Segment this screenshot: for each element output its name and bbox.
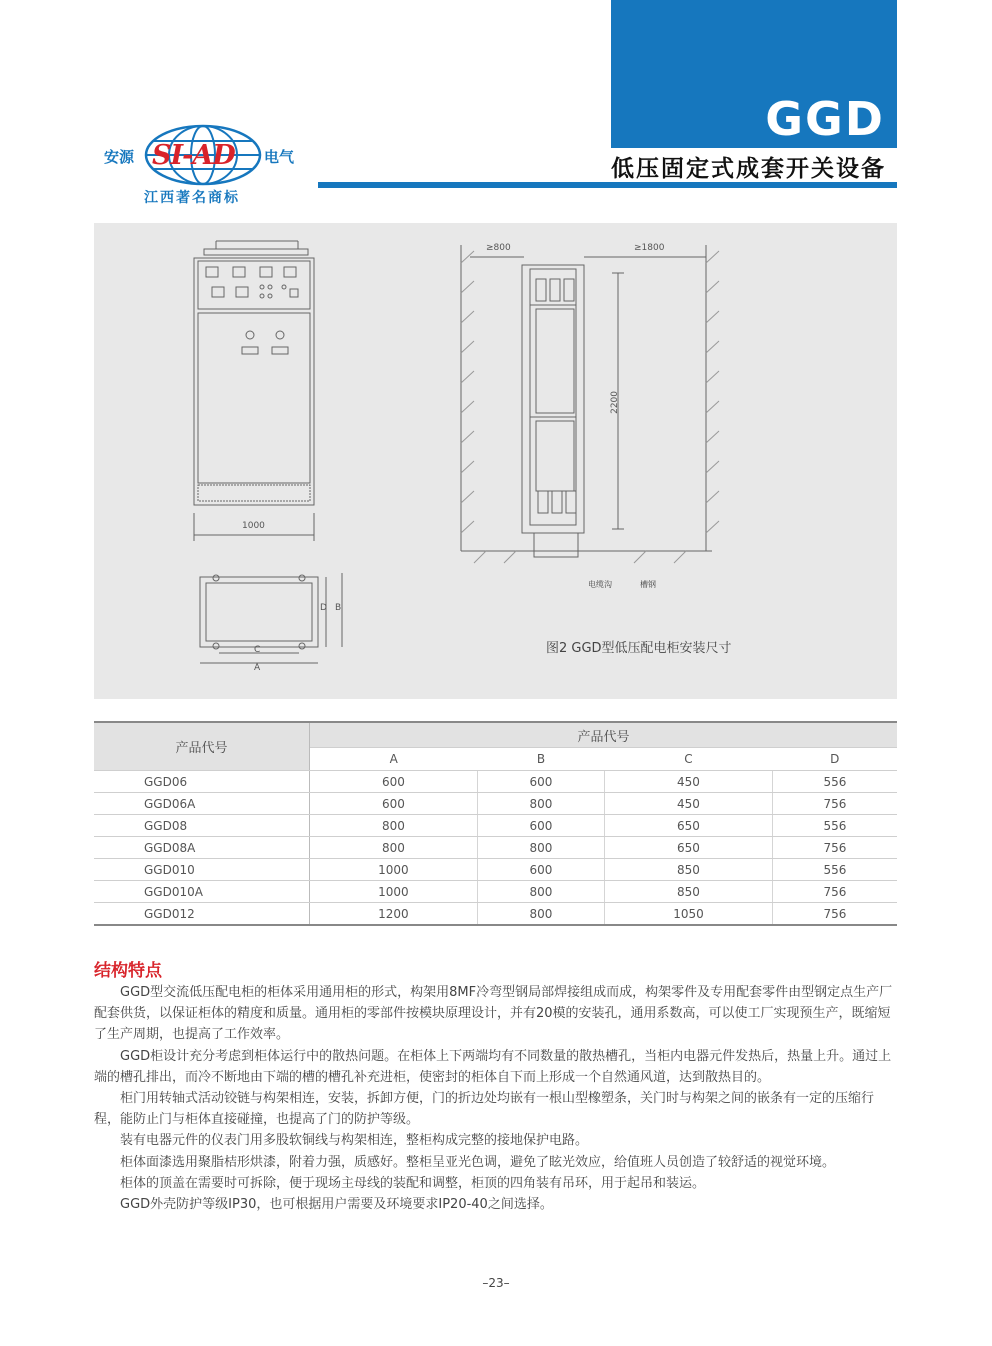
paragraph: GGD外壳防护等级IP30，也可根据用户需要及环境要求IP20-40之间选择。 (120, 1197, 553, 1213)
header-blue-block (611, 0, 897, 148)
cell-d: 756 (772, 881, 897, 903)
cell-a: 600 (310, 771, 478, 793)
paragraph: 柜体面漆选用聚脂桔形烘漆，附着力强，质感好。整柜呈亚光色调，避免了眩光效应，给值班人员创造了较舒适的视觉环境。 (120, 1154, 836, 1170)
paragraph: GGD柜设计充分考虑到柜体运行中的散热问题。在柜体上下两端均有不同数量的散热槽孔，当柜内电器元件发热后，热量上升。通过上端的槽孔排出，而冷不断地由下端的槽的槽孔补充进柜，使密封的柜体自下而上形成一个自然通风道，达到散热目的。 (94, 1048, 892, 1085)
company-logo (104, 124, 304, 206)
row-code: GGD06A (94, 793, 310, 815)
table-row (94, 815, 897, 837)
table-header-code: 产品代号 (94, 722, 310, 771)
cell-d: 556 (772, 771, 897, 793)
cell-b: 600 (477, 771, 604, 793)
paragraph: 装有电器元件的仪表门用多股软铜线与构架相连，整柜构成完整的接地保护电路。 (120, 1133, 589, 1149)
cell-b: 800 (477, 837, 604, 859)
plan-view-base (200, 573, 342, 663)
row-code: GGD08 (94, 815, 310, 837)
cell-d: 756 (772, 837, 897, 859)
cell-c: 650 (605, 815, 773, 837)
dim-rear-clearance: ≥1800 (634, 243, 665, 253)
paragraph: 柜门用转轴式活动铰链与构架相连，安装，拆卸方便，门的折边处均嵌有一根山型橡塑条，关门时与构架之间的嵌条有一定的压缩行程，能防止门与柜体直接碰撞，也提高了门的防护等级。 (94, 1091, 875, 1128)
row-code: GGD08A (94, 837, 310, 859)
table-col-b: B (477, 748, 604, 771)
table-row (94, 903, 897, 926)
cell-a: 1000 (310, 881, 478, 903)
dim-label-c: C (254, 645, 261, 655)
cell-b: 800 (477, 903, 604, 926)
table-row (94, 793, 897, 815)
table-col-d: D (772, 748, 897, 771)
note-channel-steel: 槽钢 (640, 580, 656, 589)
table-row (94, 771, 897, 793)
dim-cabinet-height: 2200 (610, 391, 620, 414)
row-code: GGD010A (94, 881, 310, 903)
logo-tagline: 江西著名商标 (144, 190, 240, 206)
page-number: –23– (482, 1276, 510, 1290)
table-row (94, 881, 897, 903)
cell-c: 650 (605, 837, 773, 859)
row-code: GGD010 (94, 859, 310, 881)
drawing-svg (94, 223, 897, 699)
product-subtitle: 低压固定式成套开关设备 (611, 156, 886, 182)
front-view-cabinet (194, 241, 314, 541)
cell-c: 850 (605, 881, 773, 903)
cell-d: 756 (772, 903, 897, 926)
table-header-group: 产品代号 (310, 722, 898, 748)
table-row (94, 837, 897, 859)
table-col-c: C (605, 748, 773, 771)
cell-a: 1000 (310, 859, 478, 881)
cell-c: 1050 (605, 903, 773, 926)
section-title: 结构特点 (94, 961, 162, 981)
cell-a: 1200 (310, 903, 478, 926)
cell-b: 600 (477, 859, 604, 881)
dim-label-b: B (335, 603, 342, 613)
cell-b: 800 (477, 881, 604, 903)
dim-label-a: A (254, 663, 261, 673)
logo-right-word: 电气 (264, 148, 295, 166)
cell-d: 556 (772, 859, 897, 881)
cell-c: 450 (605, 793, 773, 815)
model-code: GGD (765, 92, 885, 146)
figure-caption: 图2 GGD型低压配电柜安装尺寸 (546, 641, 732, 656)
note-cable-trench: 电缆沟 (588, 580, 612, 589)
header-rule (318, 182, 897, 188)
row-code: GGD06 (94, 771, 310, 793)
table-row (94, 859, 897, 881)
paragraph: 柜体的顶盖在需要时可拆除，便于现场主母线的装配和调整，柜顶的四角装有吊环，用于起吊和装运。 (120, 1175, 706, 1191)
section-body (94, 982, 894, 1215)
row-code: GGD012 (94, 903, 310, 926)
cell-d: 556 (772, 815, 897, 837)
table-col-a: A (310, 748, 478, 771)
cell-c: 450 (605, 771, 773, 793)
dim-front-clearance: ≥800 (486, 243, 511, 253)
cell-b: 800 (477, 793, 604, 815)
cell-d: 756 (772, 793, 897, 815)
logo-brand: SI-AD (152, 140, 235, 171)
cell-b: 600 (477, 815, 604, 837)
installation-drawing (94, 223, 897, 699)
side-view-installation (461, 245, 719, 563)
cell-a: 800 (310, 837, 478, 859)
logo-left-word: 安源 (104, 148, 135, 166)
cell-a: 800 (310, 815, 478, 837)
cell-c: 850 (605, 859, 773, 881)
paragraph: GGD型交流低压配电柜的柜体采用通用柜的形式，构架用8MF冷弯型钢局部焊接组成而成，构架零件及专用配套零件由型钢定点生产厂配套供货，以保证柜体的精度和质量。通用柜的零部件按模块原理设计，并有20模的安装孔，通用系数高，可以使工厂实现预生产，既缩短了生产周期，也提高了工作效率。 (94, 985, 893, 1043)
dim-front-width: 1000 (242, 521, 265, 531)
dim-label-d: D (320, 603, 327, 613)
cell-a: 600 (310, 793, 478, 815)
dimension-table (94, 721, 897, 926)
